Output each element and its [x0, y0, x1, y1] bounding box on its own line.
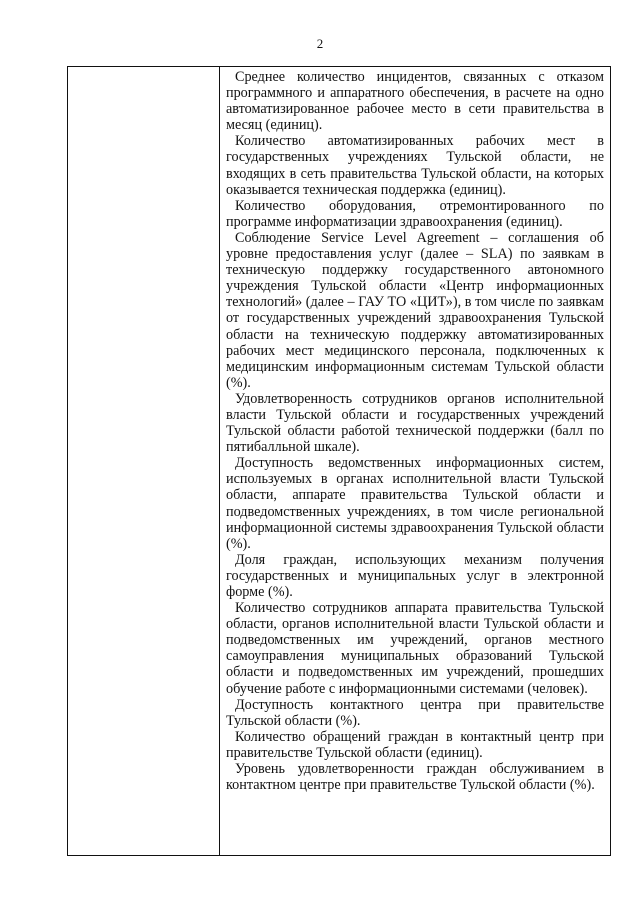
indicator-paragraph: Количество автоматизированных рабочих мест в государственных учреждениях Тульской области, не входящих в сеть правительства Тульской области, на которых оказывается техническая поддержка (единиц).	[226, 133, 604, 198]
indicator-paragraph: Доступность контактного центра при правительстве Тульской области (%).	[226, 696, 604, 729]
column-divider	[219, 67, 220, 855]
table-left-cell	[68, 67, 219, 855]
indicator-paragraph: Удовлетворенность сотрудников органов исполнительной власти Тульской области и государственных учреждений Тульской области работой технической поддержки (балл по пятибалльной шкале).	[226, 390, 604, 456]
table-right-cell	[226, 69, 604, 793]
indicators-table	[67, 66, 611, 856]
indicator-paragraph: Доля граждан, использующих механизм получения государственных и муниципальных услуг в электронной форме (%).	[226, 551, 604, 600]
indicator-paragraph: Среднее количество инцидентов, связанных с отказом программного и аппаратного обеспечения, в расчете на одно автоматизированное рабочее место в сети правительства в месяц (единиц).	[226, 69, 604, 134]
indicator-paragraph: Количество обращений граждан в контактный центр при правительстве Тульской области (единиц).	[226, 728, 604, 761]
indicator-paragraph: Доступность ведомственных информационных систем, используемых в органах исполнительной власти Тульской области, аппарате правительства Тульской области и подведомственных учреждениях, в том числе региональной информационной системы здравоохранения Тульской области (%).	[226, 455, 604, 552]
page-number: 2	[316, 36, 324, 51]
indicator-paragraph: Количество оборудования, отремонтированного по программе информатизации здравоохранения (единиц).	[226, 197, 604, 230]
indicator-paragraph: Соблюдение Service Level Agreement – соглашения об уровне предоставления услуг (далее – SLA) по заявкам в техническую поддержку государственного автономного учреждения Тульской области «Центр информационных технологий» (далее – ГАУ ТО «ЦИТ»), в том числе по заявкам от государственных учреждений здравоохранения Тульской области на техническую поддержку автоматизированных рабочих мест медицинского персонала, подключенных к медицинским информационным системам Тульской области (%).	[226, 229, 604, 391]
indicator-paragraph: Количество сотрудников аппарата правительства Тульской области, органов исполнительной власти Тульской области и подведомственных им учреждений, органов местного самоуправления муниципальных образований Тульской области и подведомственных им учреждений, прошедших обучение работе с информационными системами (человек).	[226, 600, 604, 697]
indicator-paragraph: Уровень удовлетворенности граждан обслуживанием в контактном центре при правительстве Тульской области (%).	[226, 761, 604, 794]
